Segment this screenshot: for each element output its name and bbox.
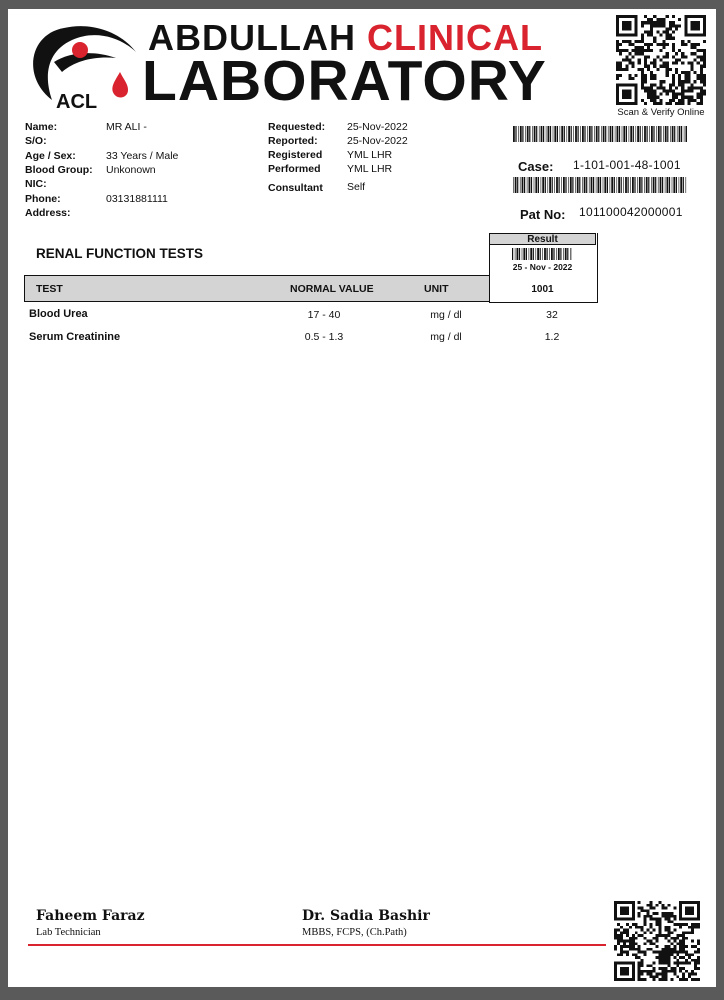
pat-number: 101100042000001 bbox=[579, 205, 683, 219]
acl-logo bbox=[24, 22, 142, 112]
consultant-label: Consultant bbox=[268, 182, 323, 194]
col-test-header: TEST bbox=[36, 283, 63, 295]
name-label: Name: bbox=[25, 121, 58, 133]
registered-label: Registered bbox=[268, 149, 323, 161]
so-label: S/O: bbox=[25, 135, 47, 147]
result-header: Result bbox=[489, 233, 596, 245]
table-row-result: 32 bbox=[546, 309, 558, 321]
verify-qr-code[interactable] bbox=[616, 15, 706, 105]
result-date: 25 - Nov - 2022 bbox=[512, 262, 573, 272]
section-title: RENAL FUNCTION TESTS bbox=[36, 246, 204, 261]
table-row-test: Serum Creatinine bbox=[29, 331, 121, 343]
table-row-result: 1.2 bbox=[544, 331, 560, 343]
lab-title-line2: LABORATORY bbox=[142, 49, 547, 113]
col-unit-header: UNIT bbox=[424, 283, 449, 295]
technician-name: Faheem Faraz bbox=[36, 908, 145, 924]
patient-barcode bbox=[513, 177, 687, 193]
patient-name: MR ALI - bbox=[106, 121, 147, 133]
case-barcode bbox=[513, 126, 687, 142]
lab-report-page bbox=[8, 9, 716, 987]
technician-title: Lab Technician bbox=[36, 927, 101, 938]
table-row-unit: mg / dl bbox=[430, 331, 462, 343]
case-number: 1-101-001-48-1001 bbox=[573, 158, 681, 172]
age-sex-label: Age / Sex: bbox=[25, 150, 76, 162]
address-label: Address: bbox=[25, 207, 71, 219]
blood-group-label: Blood Group: bbox=[25, 164, 93, 176]
pat-no-label: Pat No: bbox=[520, 207, 566, 222]
pathologist-name: Dr. Sadia Bashir bbox=[302, 908, 430, 924]
result-barcode bbox=[512, 248, 572, 260]
result-number: 1001 bbox=[531, 284, 554, 295]
requested-date: 25-Nov-2022 bbox=[347, 121, 408, 133]
nic-label: NIC: bbox=[25, 178, 47, 190]
table-row-normal: 17 - 40 bbox=[307, 309, 341, 321]
report-qr-code[interactable] bbox=[614, 901, 700, 981]
table-row-test: Blood Urea bbox=[29, 308, 88, 320]
scan-verify-text: Scan & Verify Online bbox=[617, 107, 705, 118]
logo-text: ACL bbox=[56, 91, 98, 112]
patient-phone: 03131881111 bbox=[106, 193, 168, 205]
table-header-bar bbox=[24, 275, 490, 302]
phone-label: Phone: bbox=[25, 193, 61, 205]
title-word-red: CLINICAL bbox=[366, 17, 543, 58]
reported-label: Reported: bbox=[268, 135, 318, 147]
footer-divider bbox=[28, 944, 606, 946]
performed-location: YML LHR bbox=[347, 163, 393, 175]
table-row-normal: 0.5 - 1.3 bbox=[304, 331, 344, 343]
reported-date: 25-Nov-2022 bbox=[347, 135, 408, 147]
col-normal-header: NORMAL VALUE bbox=[290, 283, 374, 295]
requested-label: Requested: bbox=[268, 121, 326, 133]
patient-age-sex: 33 Years / Male bbox=[106, 150, 179, 162]
title-word-black: ABDULLAH bbox=[148, 17, 356, 58]
performed-label: Performed bbox=[268, 163, 321, 175]
table-row-unit: mg / dl bbox=[430, 309, 462, 321]
case-label: Case: bbox=[518, 159, 554, 174]
pathologist-title: MBBS, FCPS, (Ch.Path) bbox=[302, 927, 407, 938]
registered-location: YML LHR bbox=[347, 149, 393, 161]
consultant-value: Self bbox=[347, 181, 366, 193]
patient-blood-group: Unkonown bbox=[106, 164, 156, 176]
